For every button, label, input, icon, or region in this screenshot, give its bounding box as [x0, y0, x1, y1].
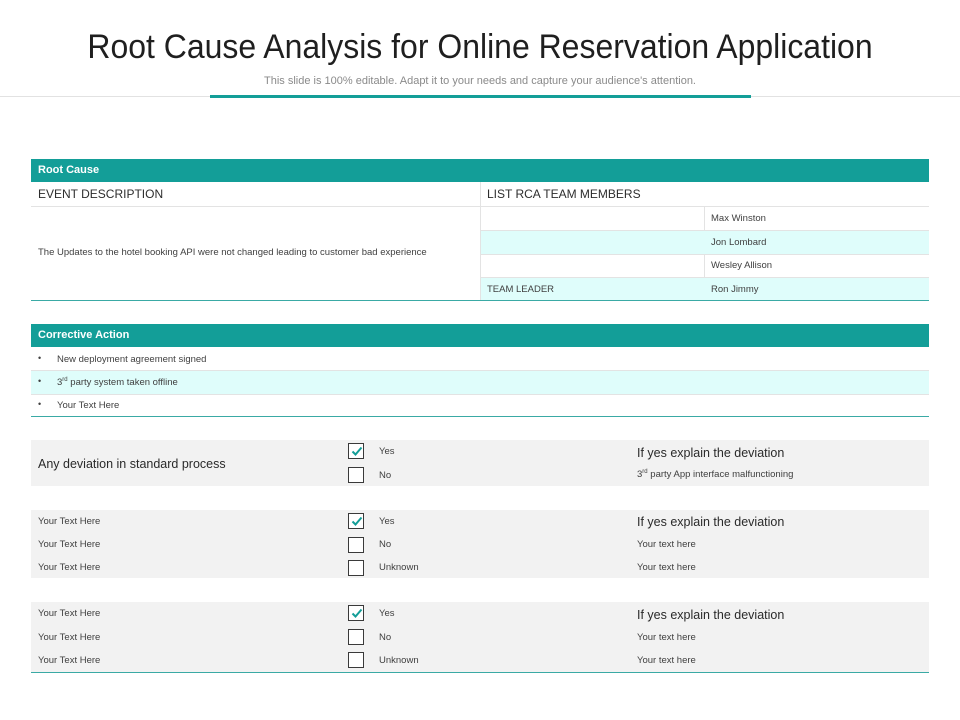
check-icon — [350, 606, 364, 620]
page-title: Root Cause Analysis for Online Reservation Application — [87, 28, 873, 66]
row-label: Your Text Here — [38, 562, 101, 573]
corrective-action-item: 3rd party system taken offline — [57, 377, 178, 389]
option-label: No — [379, 632, 392, 643]
bullet-icon: • — [38, 376, 42, 386]
no-checkbox[interactable] — [348, 629, 364, 645]
team-leader-name: Ron Jimmy — [711, 284, 759, 295]
explain-text: Your text here — [637, 655, 696, 666]
corrective-action-item: New deployment agreement signed — [57, 354, 207, 365]
yes-checkbox[interactable] — [348, 605, 364, 621]
option-label: Yes — [379, 446, 395, 457]
explain-text: Your text here — [637, 562, 696, 573]
row-divider — [481, 277, 929, 278]
row-divider — [481, 254, 929, 255]
option-block — [31, 510, 929, 578]
option-block — [31, 602, 929, 672]
option-label: Yes — [379, 516, 395, 527]
explain-label: If yes explain the deviation — [637, 446, 785, 460]
team-leader-label: TEAM LEADER — [487, 284, 555, 295]
row-divider — [481, 230, 929, 231]
yes-checkbox[interactable] — [348, 443, 364, 459]
root-cause-header — [31, 159, 929, 182]
row-label: Your Text Here — [38, 539, 101, 550]
option-label: Yes — [379, 608, 395, 619]
check-icon — [350, 514, 364, 528]
block-bottom-border — [31, 672, 929, 673]
row-divider — [31, 394, 929, 395]
row-label: Your Text Here — [38, 516, 101, 527]
deviation-label: Any deviation in standard process — [38, 457, 226, 471]
row-divider — [31, 370, 929, 371]
team-member: Max Winston — [711, 213, 766, 224]
unknown-checkbox[interactable] — [348, 652, 364, 668]
explain-text: Your text here — [637, 539, 696, 550]
bullet-icon: • — [38, 353, 42, 363]
option-label: No — [379, 539, 392, 550]
row-label: Your Text Here — [38, 632, 101, 643]
table-row — [481, 231, 929, 254]
header-accent-bar — [210, 95, 751, 98]
root-cause-title: Root Cause — [38, 164, 100, 176]
explain-text: Your text here — [637, 632, 696, 643]
option-label: No — [379, 470, 392, 481]
explain-label: If yes explain the deviation — [637, 608, 785, 622]
option-label: Unknown — [379, 562, 419, 573]
bullet-icon: • — [38, 399, 42, 409]
corrective-action-item: Your Text Here — [57, 400, 120, 411]
team-members-header: LIST RCA TEAM MEMBERS — [487, 187, 641, 201]
explain-label: If yes explain the deviation — [637, 515, 785, 529]
no-checkbox[interactable] — [348, 537, 364, 553]
section-bottom-border — [31, 416, 929, 417]
corrective-action-title: Corrective Action — [38, 329, 130, 341]
check-icon — [350, 444, 364, 458]
yes-checkbox[interactable] — [348, 513, 364, 529]
team-member: Jon Lombard — [711, 237, 767, 248]
option-label: Unknown — [379, 655, 419, 666]
page-subtitle: This slide is 100% editable. Adapt it to your needs and capture your audience's attention. — [264, 75, 696, 87]
event-description-text: The Updates to the hotel booking API were not changed leading to customer bad experience — [38, 247, 427, 258]
team-member: Wesley Allison — [711, 260, 773, 271]
event-description-header: EVENT DESCRIPTION — [38, 187, 164, 201]
row-label: Your Text Here — [38, 608, 101, 619]
unknown-checkbox[interactable] — [348, 560, 364, 576]
corrective-action-header — [31, 324, 929, 347]
no-checkbox[interactable] — [348, 467, 364, 483]
row-label: Your Text Here — [38, 655, 101, 666]
explain-text: 3rd party App interface malfunctioning — [637, 469, 794, 481]
table-bottom-border — [31, 300, 929, 301]
